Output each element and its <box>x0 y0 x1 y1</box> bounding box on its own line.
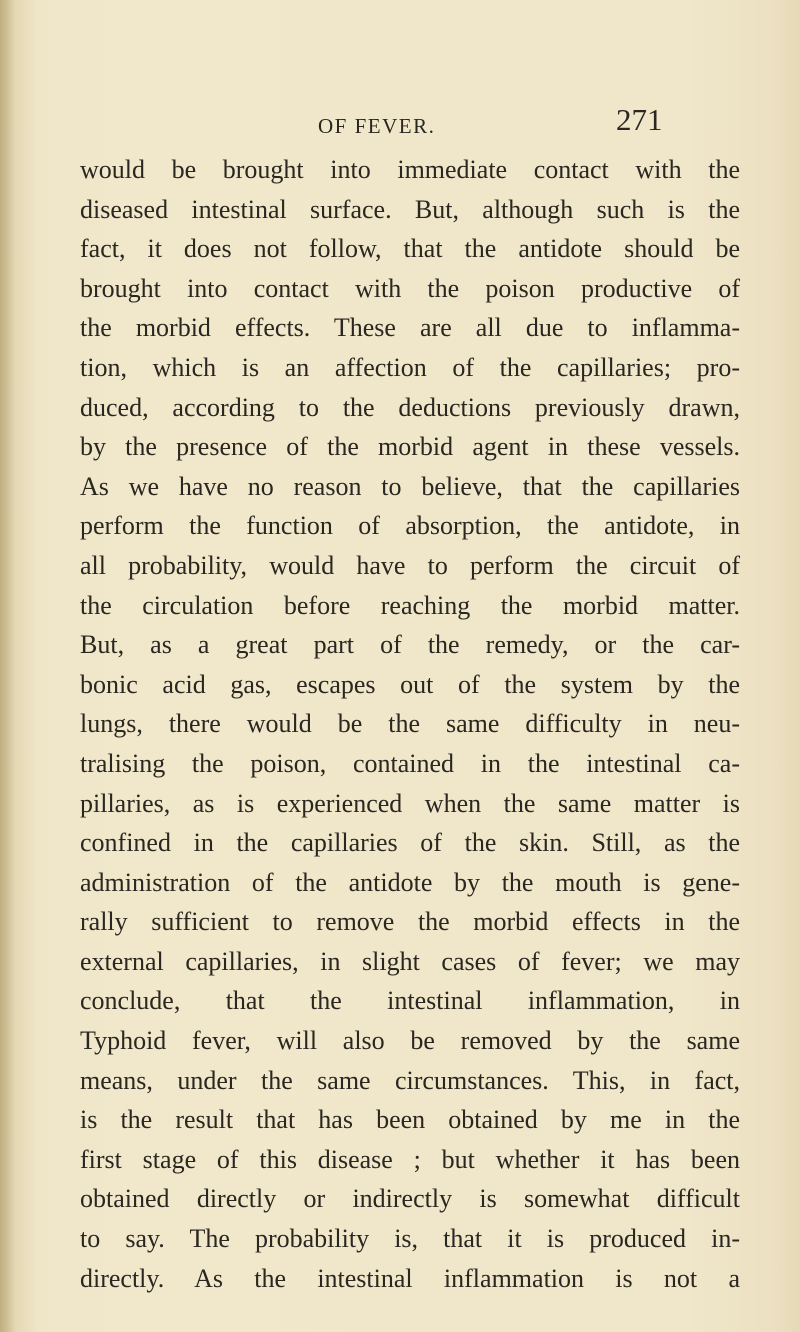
text-line: As we have no reason to believe, that the capillaries <box>80 471 740 501</box>
text-line: first stage of this disease ; but whether it has been <box>80 1144 740 1174</box>
text-line: is the result that has been obtained by me in the <box>80 1105 740 1135</box>
text-line: brought into contact with the poison productive of <box>80 273 740 303</box>
text-line: tion, which is an affection of the capillaries; pro- <box>80 352 740 382</box>
text-line: directly. As the intestinal inflammation is not a <box>80 1263 740 1293</box>
text-line: pillaries, as is experienced when the same matter is <box>80 788 740 818</box>
body-text <box>80 150 740 1298</box>
running-head: OF FEVER. <box>318 114 436 138</box>
text-line: But, as a great part of the remedy, or the car- <box>80 630 740 660</box>
text-line: rally sufficient to remove the morbid effects in the <box>80 907 740 937</box>
text-line: to say. The probability is, that it is produced in- <box>80 1224 740 1254</box>
text-line: the circulation before reaching the morbid matter. <box>80 590 740 620</box>
text-line: administration of the antidote by the mouth is gene- <box>80 867 740 897</box>
page-number: 271 <box>616 102 663 137</box>
page-gutter-shadow <box>0 0 16 1332</box>
text-line: bonic acid gas, escapes out of the system by the <box>80 669 740 699</box>
text-line: fact, it does not follow, that the antidote should be <box>80 234 740 264</box>
text-line: obtained directly or indirectly is somewhat difficult <box>80 1184 740 1214</box>
text-line: the morbid effects. These are all due to inflamma- <box>80 313 740 343</box>
text-line: perform the function of absorption, the antidote, in <box>80 511 740 541</box>
text-line: external capillaries, in slight cases of fever; we may <box>80 946 740 976</box>
text-line: Typhoid fever, will also be removed by the same <box>80 1026 740 1056</box>
text-line: all probability, would have to perform the circuit of <box>80 550 740 580</box>
text-line: means, under the same circumstances. This, in fact, <box>80 1065 740 1095</box>
page-header <box>0 102 800 142</box>
text-line: lungs, there would be the same difficulty in neu- <box>80 709 740 739</box>
text-line: would be brought into immediate contact with the <box>80 155 740 184</box>
text-line: by the presence of the morbid agent in these vessels. <box>80 432 740 462</box>
text-line: tralising the poison, contained in the intestinal ca- <box>80 748 740 778</box>
text-line: conclude, that the intestinal inflammation, in <box>80 986 740 1016</box>
text-line: duced, according to the deductions previously drawn, <box>80 392 740 422</box>
text-line: confined in the capillaries of the skin. Still, as the <box>80 828 740 858</box>
text-line: diseased intestinal surface. But, although such is the <box>80 194 740 224</box>
